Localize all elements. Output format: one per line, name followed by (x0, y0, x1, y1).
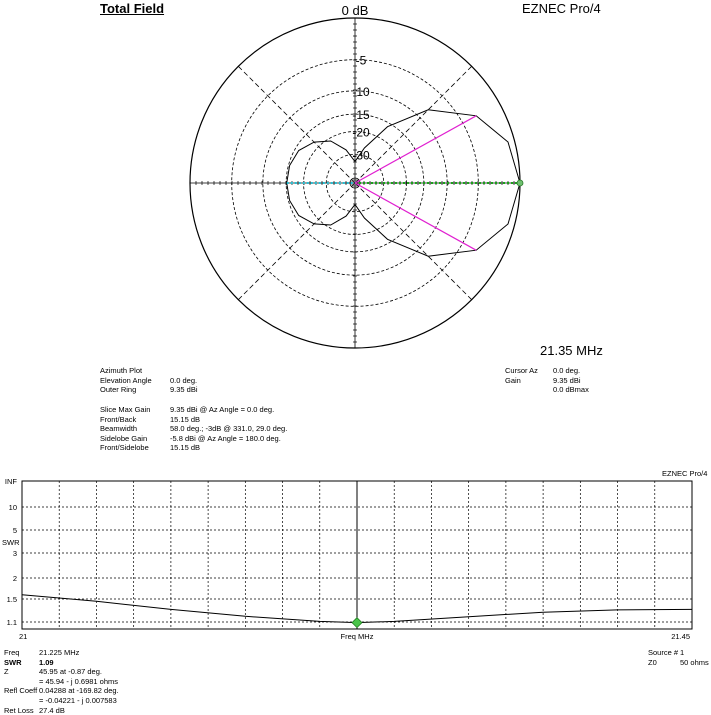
info-row-label: Cursor Az (505, 366, 538, 375)
info-row-value: 58.0 deg.; -3dB @ 331.0, 29.0 deg. (170, 424, 288, 434)
swr-ylabel: SWR (2, 538, 20, 547)
info-row-label: Front/Sidelobe (100, 443, 149, 453)
bottom-row (648, 658, 709, 668)
info-row-label: Front/Back (100, 414, 137, 424)
bottom-row-value: 21.225 MHz (39, 648, 80, 657)
info-row-label: Outer Ring (100, 385, 137, 395)
bottom-row-value: 27.4 dB (39, 705, 65, 715)
info-row-value: 0.0 dBmax (553, 385, 589, 395)
info-row-value: 0.0 deg. (553, 366, 581, 375)
swr-y-tick: 1.5 (6, 595, 17, 604)
swr-xlabel: Freq MHz (340, 632, 374, 641)
bottom-row-label: Source # (648, 648, 679, 657)
swr-y-tick: 5 (12, 526, 17, 535)
ring-label: 0 dB (341, 3, 369, 18)
swr-x-end: 21.45 (671, 632, 690, 641)
info-row-label: Beamwidth (100, 424, 138, 434)
swr-x-start: 21 (19, 632, 28, 641)
ring-label: -20 (352, 125, 370, 140)
frequency-label: 21.35 MHz (540, 343, 603, 358)
info-row-value: 9.35 dBi @ Az Angle = 0.0 deg. (170, 405, 275, 414)
info-row-value: 0.0 deg. (170, 375, 198, 385)
brand-label: EZNEC Pro/4 (522, 1, 601, 16)
bottom-row-label: SWR (4, 657, 22, 667)
info-row-label: Gain (505, 375, 521, 385)
swr-brand-label: EZNEC Pro/4 (662, 469, 708, 478)
info-row-value: 15.15 dB (170, 443, 201, 453)
ring-label: -30 (352, 148, 370, 163)
swr-marker (352, 618, 362, 628)
bottom-row (4, 706, 119, 715)
plot-title: Total Field (100, 1, 165, 16)
ring-label: -5 (355, 53, 367, 68)
swr-y-tick: 1.1 (6, 618, 17, 627)
bottom-right-block (648, 648, 709, 667)
swr-y-tick: INF (4, 477, 17, 486)
bottom-row (648, 648, 709, 658)
bottom-row-label: Freq (4, 648, 20, 657)
swr-y-tick: 2 (12, 574, 17, 583)
info-row-value: 15.15 dB (170, 414, 201, 424)
info-row-value: -5.8 dBi @ Az Angle = 180.0 deg. (170, 433, 281, 443)
swr-y-tick: 3 (12, 549, 17, 558)
bottom-row-value: 0.04288 at -169.82 deg. (39, 686, 119, 696)
info-row-value: 9.35 dBi (170, 385, 198, 395)
bottom-row-value: 50 ohms (680, 657, 709, 667)
ring-label: -10 (352, 84, 370, 99)
swr-y-tick: 10 (8, 503, 17, 512)
bottom-row-value: = 45.94 - j 0.6981 ohms (39, 676, 119, 686)
bottom-row (4, 686, 119, 696)
info-row-label: Sidelobe Gain (100, 433, 148, 443)
info-row-value: 9.35 dBi (553, 375, 581, 385)
bottom-row-value: = -0.04221 - j 0.007583 (39, 695, 117, 705)
bottom-row-label: Z0 (648, 657, 657, 667)
bottom-row (4, 658, 119, 668)
bottom-row (4, 677, 119, 687)
plot-type: Azimuth Plot (100, 366, 143, 375)
ring-label: -15 (352, 108, 370, 123)
bottom-row-value: 1 (680, 648, 685, 657)
bottom-row (4, 696, 119, 706)
bottom-row-label: Refl Coeff (4, 686, 38, 696)
info-row-label: Slice Max Gain (100, 405, 151, 414)
bottom-row-label: Ret Loss (4, 705, 34, 715)
bottom-row-value: 45.95 at -0.87 deg. (39, 667, 102, 677)
info-row-label: Elevation Angle (100, 375, 152, 385)
bottom-row (4, 648, 119, 658)
bottom-left-block (4, 648, 119, 715)
bottom-row-value: 1.09 (39, 657, 54, 667)
bottom-row (4, 667, 119, 677)
bottom-row-label: Z (4, 667, 9, 677)
